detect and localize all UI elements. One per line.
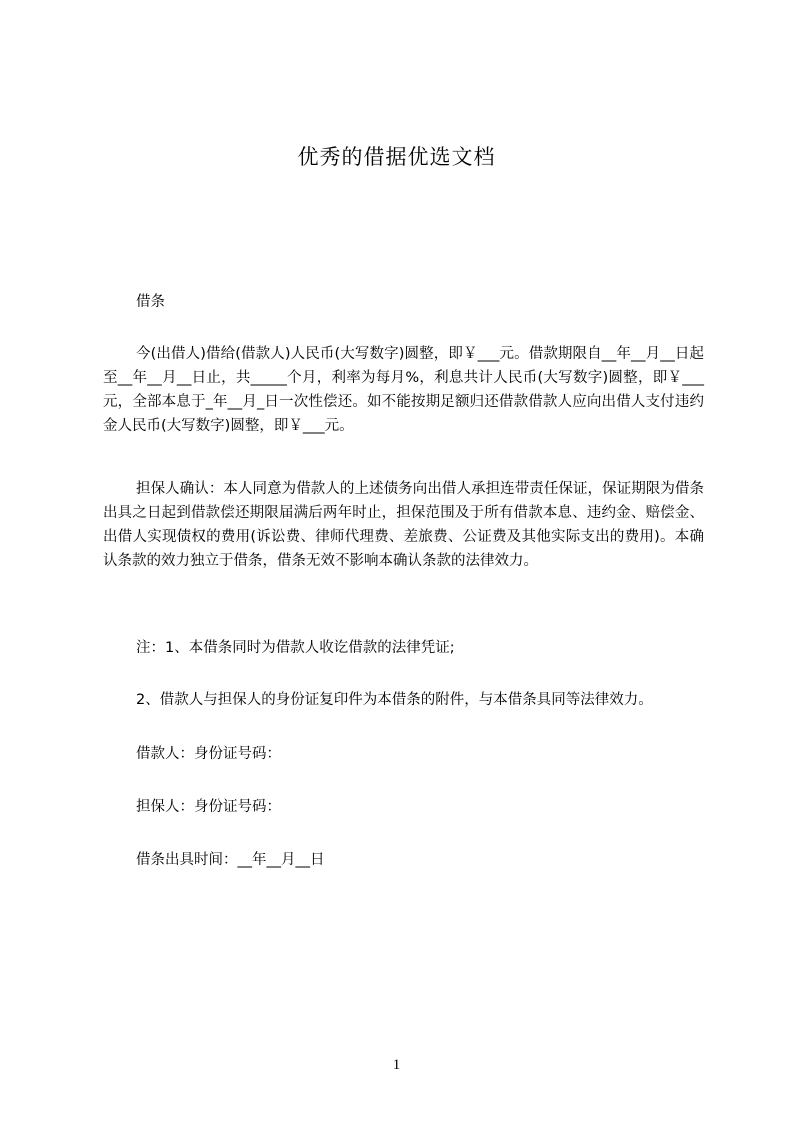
loan-paragraph: 今(出借人)借给(借款人)人民币(大写数字)圆整，即￥___元。借款期限自__年__月__日起至__年__月__日止，共_____个月，利率为每月%，利息共计人民币(大写数字)圆整，即￥___元，全部本息于_年__月_日一次性偿还。如不能按期足额归还借款借款人应向出借人支付违约金人民币(大写数字)圆整，即￥___元。 xyxy=(103,346,704,434)
guarantor-signature-line: 担保人：身份证号码： xyxy=(136,799,281,815)
note-line-1: 注：1、本借条同时为借款人收讫借款的法律凭证; xyxy=(136,640,455,656)
borrower-signature-line: 借款人：身份证号码： xyxy=(136,746,281,762)
page-number: 1 xyxy=(392,1057,401,1073)
issue-date-line: 借条出具时间：__年__月__日 xyxy=(136,852,325,868)
section-heading: 借条 xyxy=(136,294,165,310)
guarantor-paragraph: 担保人确认：本人同意为借款人的上述债务向出借人承担连带责任保证，保证期限为借条出具之日起到借款偿还期限届满后两年时止，担保范围及于所有借款本息、违约金、赔偿金、出借人实现债权的费用(诉讼费、律师代理费、差旅费、公证费及其他实际支出的费用)。本确认条款的效力独立于借条，借条无效不影响本确认条款的法律效力。 xyxy=(103,481,704,569)
document-title: 优秀的借据优选文档 xyxy=(297,145,496,169)
note-line-2: 2、借款人与担保人的身份证复印件为本借条的附件，与本借条具同等法律效力。 xyxy=(136,692,653,708)
